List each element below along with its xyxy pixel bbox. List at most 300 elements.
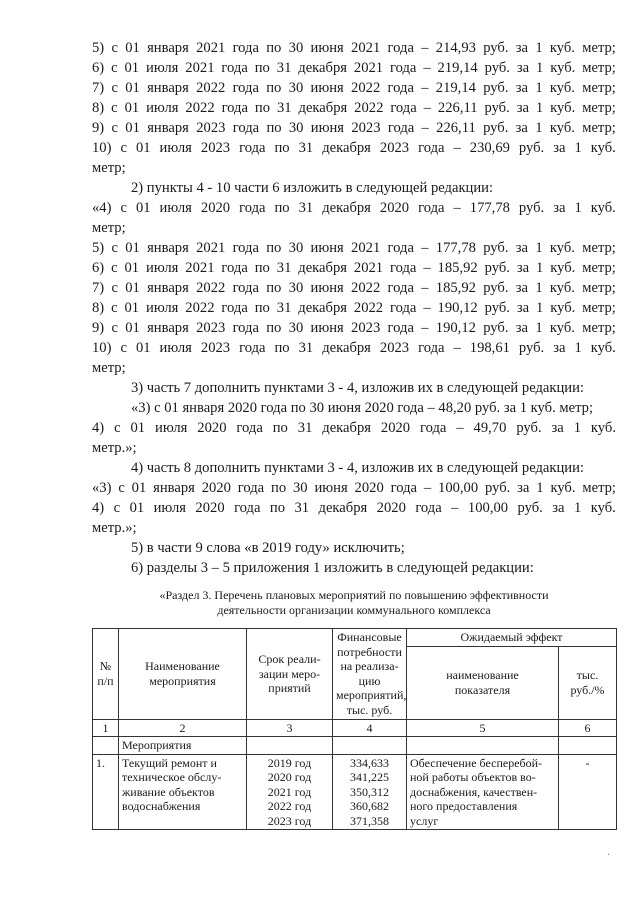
- cell-line: 350,312: [350, 784, 389, 799]
- word: куб.: [590, 340, 616, 356]
- text-line: 6) разделы 3 – 5 приложения 1 изложить в следующей редакции:: [131, 560, 534, 576]
- word: 9): [92, 120, 105, 136]
- cell-line: ной работы объектов во-: [410, 770, 536, 784]
- word: 31: [276, 100, 292, 116]
- word: по: [266, 40, 282, 56]
- word: куб.: [549, 40, 575, 56]
- cell-line: 2022 год: [267, 799, 312, 813]
- word: куб.: [550, 300, 576, 316]
- word: с: [114, 420, 121, 436]
- scan-mark: ·: [607, 850, 611, 861]
- word: за: [551, 420, 564, 436]
- word: с: [113, 500, 121, 516]
- word: 2020: [376, 500, 406, 516]
- word: с: [111, 120, 118, 136]
- word: 30: [288, 280, 304, 296]
- word: 6): [92, 60, 105, 76]
- word: «4): [92, 200, 112, 216]
- word: 1: [535, 120, 543, 136]
- word: декабря: [298, 100, 348, 116]
- word: с: [111, 300, 118, 316]
- header-num: [93, 629, 119, 720]
- word: года: [236, 420, 263, 436]
- cell-line: Финансовые: [337, 630, 402, 645]
- word: 2022: [354, 100, 384, 116]
- word: –: [453, 340, 461, 356]
- word: 01: [125, 320, 140, 336]
- word: 2022: [196, 280, 226, 296]
- word: 2021: [196, 40, 226, 56]
- word: года: [420, 420, 447, 436]
- word: за: [553, 140, 566, 156]
- word: куб.: [550, 260, 576, 276]
- word: 30: [288, 40, 304, 56]
- word: –: [423, 260, 431, 276]
- word: июля: [146, 260, 179, 276]
- word: июля: [159, 200, 192, 216]
- cell-line: тыс. руб.: [346, 702, 393, 717]
- word: 1: [573, 500, 582, 516]
- word: года: [232, 80, 259, 96]
- word: –: [423, 100, 431, 116]
- word: 30: [292, 480, 308, 496]
- word: метр;: [582, 240, 616, 256]
- word: 1: [574, 200, 582, 216]
- word: 2021: [353, 60, 384, 76]
- word: 01: [125, 80, 140, 96]
- word: по: [274, 140, 290, 156]
- word: 2020: [195, 500, 225, 516]
- word: июля: [159, 340, 192, 356]
- word: июня: [310, 240, 344, 256]
- word: 1: [535, 320, 543, 336]
- word: 2021: [185, 60, 215, 76]
- word: за: [516, 100, 529, 116]
- row-unit: -: [559, 754, 617, 830]
- empty-cell: [559, 737, 617, 755]
- text-line: метр.»;: [92, 520, 137, 536]
- word: куб.: [590, 200, 616, 216]
- word: 100,00: [467, 500, 509, 516]
- text-line: [92, 239, 616, 257]
- word: 30: [288, 80, 304, 96]
- header-finance: [333, 629, 407, 720]
- word: января: [147, 80, 189, 96]
- word: 01: [125, 120, 140, 136]
- word: за: [552, 500, 565, 516]
- word: с: [111, 320, 118, 336]
- word: руб.: [484, 260, 510, 276]
- text-line: 4) часть 8 дополнить пунктами 3 - 4, изложив их в следующей редакции:: [131, 460, 584, 476]
- word: по: [254, 260, 270, 276]
- word: по: [274, 200, 290, 216]
- word: метр;: [582, 60, 616, 76]
- word: 01: [124, 100, 140, 116]
- word: года: [221, 60, 248, 76]
- word: июля: [146, 60, 179, 76]
- word: руб.: [483, 80, 509, 96]
- word: 2023: [351, 320, 381, 336]
- word: 2021: [351, 240, 381, 256]
- word: 01: [131, 480, 147, 496]
- word: 185,92: [437, 260, 478, 276]
- word: 10): [92, 140, 112, 156]
- word: за: [515, 320, 529, 336]
- word: 2023: [200, 340, 231, 356]
- cell-line: наименование: [446, 668, 519, 682]
- word: июля: [155, 420, 188, 436]
- word: с: [118, 480, 125, 496]
- text-line: 2) пункты 4 - 10 части 6 изложить в следующей редакции:: [131, 180, 494, 196]
- word: по: [254, 60, 270, 76]
- word: 30: [288, 120, 304, 136]
- word: 1: [536, 60, 544, 76]
- cell-line: Срок реали-: [258, 652, 321, 666]
- text-line: метр;: [92, 220, 126, 236]
- word: июня: [310, 280, 344, 296]
- word: 31: [294, 500, 310, 516]
- cell-line: потребности: [337, 644, 402, 659]
- word: 2020: [354, 480, 384, 496]
- empty-cell: [407, 737, 559, 755]
- word: 10): [92, 340, 112, 356]
- text-line: метр;: [92, 360, 126, 376]
- text-line: [92, 479, 616, 497]
- word: 2020: [197, 420, 227, 436]
- word: –: [423, 60, 431, 76]
- word: 177,78: [469, 200, 510, 216]
- word: метр;: [582, 260, 616, 276]
- word: по: [274, 340, 290, 356]
- word: 1: [536, 300, 544, 316]
- word: с: [111, 100, 118, 116]
- text-line: [92, 79, 616, 97]
- empty-cell: [333, 737, 407, 755]
- cell-line: техническое обслу-: [122, 770, 222, 784]
- section-row: [93, 737, 617, 755]
- word: 2021: [185, 260, 215, 276]
- row-name: [119, 754, 247, 830]
- word: по: [254, 300, 270, 316]
- word: по: [272, 420, 288, 436]
- word: 01: [124, 300, 140, 316]
- word: года: [239, 200, 266, 216]
- word: года: [237, 480, 265, 496]
- header-unit: [559, 646, 617, 719]
- word: 31: [298, 340, 314, 356]
- word: за: [553, 340, 566, 356]
- word: за: [553, 200, 566, 216]
- word: 01: [135, 140, 151, 156]
- word: 1: [535, 240, 543, 256]
- word: с: [120, 340, 127, 356]
- word: 2022: [351, 80, 381, 96]
- col-number: 3: [247, 719, 333, 737]
- word: 01: [130, 420, 146, 436]
- text-line: 3) часть 7 дополнить пунктами 3 - 4, изложив их в следующей редакции:: [131, 380, 584, 396]
- word: куб.: [590, 420, 616, 436]
- word: руб.: [483, 320, 509, 336]
- cell-line: зации меро-: [258, 666, 321, 681]
- word: 6): [92, 260, 105, 276]
- word: с: [120, 140, 127, 156]
- text-line: [92, 499, 616, 517]
- word: 49,70: [473, 420, 507, 436]
- word: руб.: [518, 140, 545, 156]
- word: за: [516, 60, 530, 76]
- cell-line: водоснабжения: [122, 799, 201, 813]
- word: –: [453, 140, 461, 156]
- word: –: [421, 80, 429, 96]
- word: 226,11: [436, 120, 476, 136]
- word: 31: [276, 60, 292, 76]
- word: за: [515, 280, 529, 296]
- word: 2023: [351, 120, 381, 136]
- word: –: [423, 300, 431, 316]
- word: 219,14: [435, 80, 476, 96]
- word: руб.: [517, 500, 543, 516]
- cell-line: 2019 год: [267, 755, 312, 770]
- word: 100,00: [438, 480, 479, 496]
- word: года: [221, 260, 248, 276]
- measures-table: [92, 628, 617, 830]
- word: за: [517, 480, 530, 496]
- word: –: [421, 320, 429, 336]
- word: 01: [124, 260, 140, 276]
- word: июля: [146, 100, 179, 116]
- word: 2022: [185, 300, 215, 316]
- word: куб.: [550, 480, 576, 496]
- text-line: [92, 319, 616, 337]
- word: куб.: [590, 140, 616, 156]
- word: 2020: [201, 480, 231, 496]
- cell-line: №: [99, 659, 112, 674]
- col-number: 4: [333, 719, 407, 737]
- text-line: [92, 99, 616, 117]
- cell-line: услуг: [410, 813, 439, 828]
- word: 31: [298, 140, 314, 156]
- word: метр;: [582, 300, 616, 316]
- cell-line: живание объектов: [122, 784, 215, 799]
- word: с: [111, 260, 118, 276]
- word: года: [232, 280, 259, 296]
- word: 1: [535, 100, 544, 116]
- word: 1: [536, 260, 544, 276]
- word: декабря: [322, 340, 371, 356]
- text-line: [92, 39, 616, 57]
- word: 185,92: [435, 280, 476, 296]
- word: 31: [298, 200, 314, 216]
- word: руб.: [483, 280, 509, 296]
- header-term: [247, 629, 333, 720]
- cell-line: доснабжения, качествен-: [410, 784, 538, 799]
- word: метр;: [582, 80, 616, 96]
- word: 31: [276, 300, 292, 316]
- word: по: [266, 280, 282, 296]
- word: 4): [92, 500, 105, 516]
- word: января: [147, 240, 189, 256]
- word: руб.: [516, 420, 542, 436]
- word: с: [111, 60, 118, 76]
- word: метр;: [582, 120, 616, 136]
- word: июля: [153, 500, 186, 516]
- word: года: [390, 260, 417, 276]
- word: за: [515, 40, 529, 56]
- word: 2023: [200, 140, 231, 156]
- word: года: [390, 480, 417, 496]
- word: 1: [574, 340, 582, 356]
- word: года: [418, 140, 445, 156]
- word: по: [269, 500, 286, 516]
- word: года: [390, 100, 417, 116]
- word: 31: [276, 260, 292, 276]
- cell-line: на реализа-: [340, 659, 399, 674]
- word: за: [515, 80, 529, 96]
- word: 1: [573, 420, 581, 436]
- cell-line: Текущий ремонт и: [122, 755, 217, 770]
- word: января: [153, 480, 195, 496]
- word: –: [456, 420, 464, 436]
- word: декабря: [298, 260, 347, 276]
- word: куб.: [549, 120, 575, 136]
- word: 2022: [351, 280, 381, 296]
- word: декабря: [318, 500, 368, 516]
- word: 2022: [196, 80, 226, 96]
- cell-line: ного предоставления: [410, 799, 518, 813]
- word: 30: [288, 320, 304, 336]
- word: 1: [535, 80, 543, 96]
- word: –: [421, 40, 429, 56]
- word: 9): [92, 320, 105, 336]
- word: 01: [125, 40, 140, 56]
- word: куб.: [549, 320, 575, 336]
- word: года: [232, 40, 259, 56]
- word: 230,69: [469, 140, 510, 156]
- word: года: [387, 80, 414, 96]
- word: года: [232, 320, 259, 336]
- section-label: Мероприятия: [119, 737, 247, 755]
- word: руб.: [518, 200, 545, 216]
- word: декабря: [298, 300, 347, 316]
- word: по: [266, 120, 282, 136]
- word: 2022: [353, 300, 384, 316]
- word: метр;: [582, 40, 616, 56]
- col-number: 5: [407, 719, 559, 737]
- cell-line: 2020 год: [267, 770, 312, 784]
- cell-line: мероприятий,: [336, 688, 407, 703]
- word: года: [390, 300, 417, 316]
- cell-line: 341,225: [350, 770, 389, 784]
- word: года: [415, 500, 442, 516]
- word: 2020: [380, 420, 411, 436]
- word: с: [111, 280, 118, 296]
- word: июля: [159, 140, 192, 156]
- word: за: [515, 120, 528, 136]
- text-line: [92, 119, 616, 137]
- word: –: [421, 240, 429, 256]
- word: руб.: [483, 120, 509, 136]
- cell-line: приятий: [268, 681, 311, 695]
- word: за: [515, 240, 529, 256]
- word: 2021: [351, 40, 381, 56]
- word: 7): [92, 280, 105, 296]
- col-number: 6: [559, 719, 617, 737]
- word: 198,61: [469, 340, 510, 356]
- word: 5): [92, 240, 105, 256]
- word: 2022: [185, 100, 215, 116]
- text-line: [92, 199, 616, 217]
- word: декабря: [322, 420, 371, 436]
- word: декабря: [322, 200, 371, 216]
- cell-line: Наименование: [145, 659, 220, 674]
- word: года: [390, 60, 417, 76]
- header-indicator: [407, 646, 559, 719]
- text-line: [92, 139, 616, 157]
- word: руб.: [485, 480, 511, 496]
- word: метр;: [582, 280, 616, 296]
- word: 190,12: [435, 320, 476, 336]
- word: января: [147, 280, 189, 296]
- word: куб.: [549, 280, 575, 296]
- text-line: [92, 259, 616, 277]
- word: –: [451, 500, 459, 516]
- word: –: [421, 280, 429, 296]
- word: руб.: [483, 240, 509, 256]
- word: 226,11: [437, 100, 478, 116]
- word: года: [418, 340, 445, 356]
- word: по: [266, 80, 282, 96]
- word: января: [147, 320, 189, 336]
- text-line: [92, 339, 616, 357]
- word: 01: [129, 500, 145, 516]
- word: по: [266, 240, 282, 256]
- word: года: [387, 240, 414, 256]
- section-num-cell: [93, 737, 119, 755]
- word: «3): [92, 480, 112, 496]
- word: 2021: [196, 240, 226, 256]
- word: 219,14: [437, 60, 478, 76]
- word: руб.: [484, 60, 510, 76]
- word: 2023: [196, 120, 226, 136]
- word: 01: [135, 200, 151, 216]
- word: метр;: [582, 100, 616, 116]
- word: с: [111, 240, 118, 256]
- word: 01: [135, 340, 151, 356]
- column-number-row: [93, 719, 617, 737]
- word: руб.: [484, 100, 510, 116]
- cell-line: тыс.: [576, 668, 599, 682]
- cell-line: показателя: [454, 682, 511, 697]
- word: года: [239, 140, 266, 156]
- text-line: «3) с 01 января 2020 года по 30 июня 2020 года – 48,20 руб. за 1 куб. метр;: [131, 400, 594, 416]
- cell-line: цию: [358, 673, 381, 688]
- word: по: [254, 100, 271, 116]
- word: 177,78: [435, 240, 476, 256]
- word: за: [516, 300, 530, 316]
- word: 190,12: [437, 300, 478, 316]
- text-line: [92, 299, 616, 317]
- word: июня: [310, 80, 344, 96]
- word: куб.: [550, 100, 576, 116]
- col-number: 1: [93, 719, 119, 737]
- text-line: [92, 279, 616, 297]
- word: июня: [314, 480, 348, 496]
- word: –: [453, 200, 461, 216]
- word: 4): [92, 420, 105, 436]
- word: декабря: [298, 60, 347, 76]
- word: года: [387, 120, 415, 136]
- word: метр;: [582, 320, 616, 336]
